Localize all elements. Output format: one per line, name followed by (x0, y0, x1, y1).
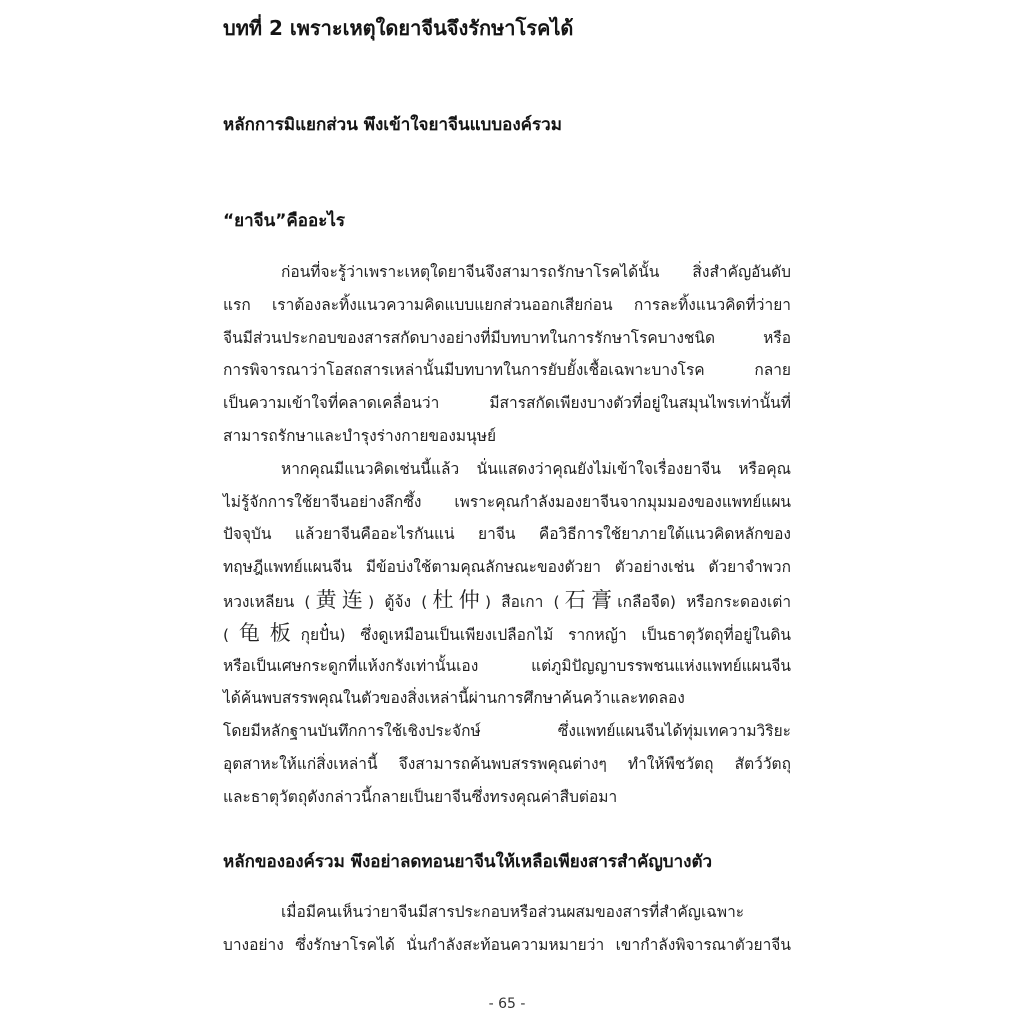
text-line: ปัจจุบัน แล้วยาจีนคืออะไรกันแน่ ยาจีน คือวิธีการใช้ยาภายใต้แนวคิดหลักของ (223, 525, 791, 544)
herb-chinese-name: 杜仲 (427, 587, 485, 612)
text-line: หรือเป็นเศษกระดูกที่แห้งกรังเท่านั้นเอง แต่ภูมิปัญญาบรรพชนแห่งแพทย์แผนจีน (223, 656, 791, 675)
text-line: บางอย่าง ซึ่งรักษาโรคได้ นั่นกำลังสะท้อนความหมายว่า เขากำลังพิจารณาตัวยาจีน (223, 935, 791, 954)
text-line: สามารถรักษาและบำรุงร่างกายของมนุษย์ (223, 426, 497, 445)
herb-chinese-name: 石膏 (559, 587, 618, 612)
herb-text: หวงเหลียน ( (223, 592, 311, 611)
section-heading-holism-principle: หลักขององค์รวม พึงอย่าลดทอนยาจีนให้เหลือเพียงสารสำคัญบางตัว (223, 852, 713, 872)
text-line: ได้ค้นพบสรรพคุณในตัวของสิ่งเหล่านี้ผ่านการศึกษาค้นคว้าและทดลอง (223, 689, 685, 708)
text-line: เมื่อมีคนเห็นว่ายาจีนมีสารประกอบหรือส่วนผสมของสารที่สำคัญเฉพาะ (281, 903, 745, 921)
body-text-continued (223, 896, 791, 962)
text-line: จีนมีส่วนประกอบของสารสกัดบางอย่างที่มีบทบาทในการรักษาโรคบางชนิด หรือ (223, 328, 791, 347)
chapter-title: บทที่ 2 เพราะเหตุใดยาจีนจึงรักษาโรคได้ (223, 16, 574, 40)
herb-text: ( (223, 625, 230, 644)
text-line: การพิจารณาว่าโอสถสารเหล่านั้นมีบทบาทในการยับยั้งเชื้อเฉพาะบางโรค กลาย (223, 361, 791, 380)
herb-text: ) สือเกา ( (484, 592, 560, 611)
text-line: แรก เราต้องละทิ้งแนวความคิดแบบแยกส่วนออกเสียก่อน การละทิ้งแนวคิดที่ว่ายา (223, 295, 791, 314)
herb-chinese-name: 龟板 (229, 620, 301, 645)
text-line: ไม่รู้จักการใช้ยาจีนอย่างลึกซึ้ง เพราะคุณกำลังมองยาจีนจากมุมมองของแพทย์แผน (223, 492, 791, 511)
section-heading-what-is-chinese-medicine: “ยาจีน”คืออะไร (223, 211, 346, 231)
herb-text: กุยปั๋น) ซึ่งดูเหมือนเป็นเพียงเปลือกไม้ รากหญ้า เป็นธาตุวัตถุที่อยู่ในดิน (300, 625, 792, 644)
section-heading-holistic: หลักการมิแยกส่วน พึงเข้าใจยาจีนแบบองค์รวม (223, 115, 562, 135)
text-line: ก่อนที่จะรู้ว่าเพราะเหตุใดยาจีนจึงสามารถรักษาโรคได้นั้น สิ่งสำคัญอันดับ (281, 263, 791, 281)
text-line: เป็นความเข้าใจที่คลาดเคลื่อนว่า มีสารสกัดเพียงบางตัวที่อยู่ในสมุนไพรเท่านั้นที่ (223, 394, 791, 413)
herb-names-line (223, 617, 791, 650)
herb-text: เกลือจืด) หรือกระดองเต่า (617, 592, 792, 611)
herb-names-line (223, 584, 791, 617)
herb-text: ) ตู้จ้ง ( (368, 592, 428, 611)
text-line: ทฤษฎีแพทย์แผนจีน มีข้อบ่งใช้ตามคุณลักษณะของตัวยา ตัวอย่างเช่น ตัวยาจำพวก (223, 558, 791, 577)
text-line: หากคุณมีแนวคิดเช่นนี้แล้ว นั่นแสดงว่าคุณยังไม่เข้าใจเรื่องยาจีน หรือคุณ (281, 459, 791, 478)
page-number: - 65 - (488, 996, 526, 1012)
text-line: อุตสาหะให้แก่สิ่งเหล่านี้ จึงสามารถค้นพบสรรพคุณต่างๆ ทำให้พืชวัตถุ สัตว์วัตถุ (223, 754, 791, 773)
text-line: และธาตุวัตถุดังกล่าวนี้กลายเป็นยาจีนซึ่งทรงคุณค่าสืบต่อมา (223, 787, 618, 806)
herb-chinese-name: 黄连 (310, 587, 369, 612)
body-text-main (223, 256, 791, 814)
text-line: โดยมีหลักฐานบันทึกการใช้เชิงประจักษ์ ซึ่งแพทย์แผนจีนได้ทุ่มเทความวิริยะ (223, 722, 791, 741)
